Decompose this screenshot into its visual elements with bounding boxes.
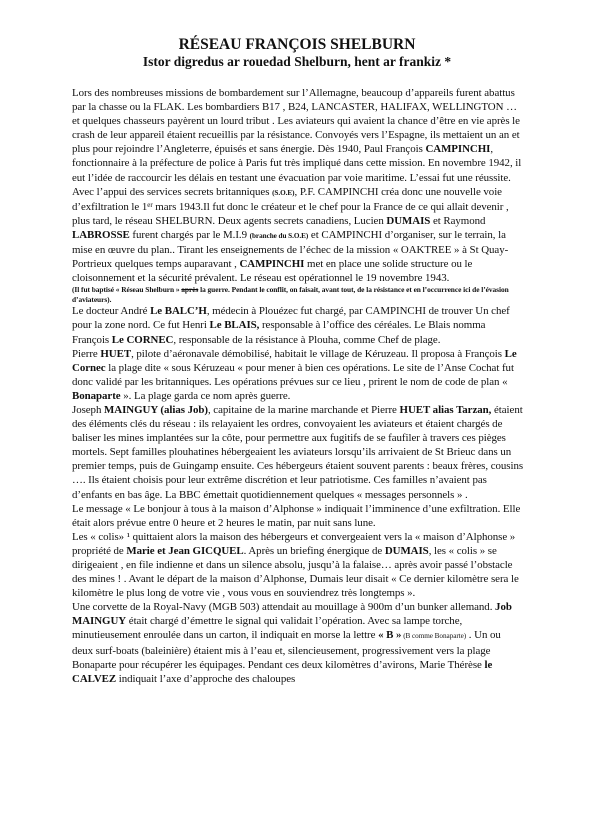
name-campinchi: CAMPINCHI <box>239 258 305 271</box>
text-run: Pierre <box>72 347 101 360</box>
text-run: met en place une solide structure ou le cloisonnement et la sécurité prévalent. Le réseau est opérationnel le 19 novembre 1943. <box>72 258 473 285</box>
text-run: , capitaine de la marine marchande et Pierre <box>207 403 400 416</box>
text-run: et CAMPINCHI d’organiser, sur le terrain, la mise en œuvre du plan.. Tirant les enseignements de l’échec de la mission « OAKTREE » à St Quay- Portrieux quelques temps auparavant , <box>72 228 509 271</box>
abbr-soe-branch: (branche du S.O.E) <box>249 231 309 240</box>
note-baptism <box>72 285 524 304</box>
name-dumais: DUMAIS <box>386 214 431 227</box>
document-subtitle: Istor digredus ar rouedad Shelburn, hent ar frankiz * <box>142 54 452 69</box>
text-run: furent chargés par le M.I.9 <box>129 228 250 241</box>
text-run: , P.F. CAMPINCHI créa donc une nouvelle voie d’exfiltration le 1 <box>72 185 502 213</box>
code-bonaparte: Bonaparte <box>72 389 121 402</box>
name-huet-tarzan: HUET alias Tarzan, <box>399 403 492 416</box>
text-run: Joseph <box>72 403 105 416</box>
name-mainguy: MAINGUY (alias Job) <box>104 403 208 416</box>
text-run: Une corvette de la Royal-Navy (MGB 503) attendait au mouillage à 900m d’un bunker allemand. <box>72 601 496 614</box>
text-run: était chargé d’émettre le signal qui validait l’opération. Avec sa lampe torche, minutieusement enroulée dans un carton, il indiquait en morse la lettre <box>72 615 463 642</box>
text-run: la guerre. Pendant le conflit, on faisait, avant tout, de la résistance et en l’occurrence ici de l’évasion d’aviateurs). <box>72 285 509 304</box>
text-run: (Il fut baptisé « Réseau Shelburn » <box>72 285 182 295</box>
name-gicquel: Marie et Jean GICQUEL <box>126 544 244 557</box>
document-body <box>72 86 524 686</box>
text-run: , responsable de la résistance à Plouha, comme Chef de plage. <box>173 333 441 346</box>
name-job-mainguy: Job MAINGUY <box>72 601 512 628</box>
name-campinchi: CAMPINCHI <box>425 143 491 156</box>
abbr-soe: (S.O.E) <box>272 188 295 197</box>
text-run: , médecin à Plouézec fut chargé, par CAMPINCHI de trouver Un chef pour la zone nord. Ce fut Henri <box>72 305 510 332</box>
name-huet: HUET <box>100 347 132 360</box>
document-title: RÉSEAU FRANÇOIS SHELBURN <box>178 36 416 53</box>
text-run: , les « colis » se dirigeaient , en file indienne et dans un silence absolu, jusqu’à la falaise… après avoir passé l’obstacle des mines ! . Avant le départ de la maison d’Alphonse, Dumais leur disait « Ce dernier kilomètre sera le kilomètre le plus long de votre vie , vous vous en souviendrez très longtemps ». <box>72 544 519 600</box>
text-run: indiquait l’axe d’approche des chaloupes <box>116 672 296 685</box>
text-run: . Un ou deux surf-boats (baleinière) étaient mis à l’eau et, silencieusement, progressivement vers la plage Bonaparte pour récupérer les équipages. Pendant ces deux kilomètres d’avirons, Marie Thérèse <box>72 629 501 671</box>
morse-letter: « B » <box>378 629 402 642</box>
paragraph-corvette <box>72 600 524 686</box>
text-run: la plage dite « sous Kéruzeau « pour mener à bien ces opérations. Le site de l’Anse Cochat fut donc validé par les britanniques. Les opérations prévues sur ce lieu , prirent le nom de code de plan « <box>72 361 514 388</box>
text-run: Le docteur André <box>72 305 151 318</box>
text-run: et Raymond <box>430 214 486 227</box>
name-le-calvez: le CALVEZ <box>72 658 493 685</box>
text-run: Lors des nombreuses missions de bombardement sur l’Allemagne, beaucoup d’appareils furent abattus par la chasse ou la FLAK. Les bombardiers B17 , B24, LANCASTER, HALIFAX, WELLINGTON … et quelques chasseurs payèrent un lourd tribut . Les aviateurs qui avaient la chance d’être en vie après le crash de leur appareil étaient recueillis par la résistance. Convoyés vers l’Espagne, ils mettaient un an et plus pour rejoindre l’Angleterre, épuisés et sans énergie. Dès 1940, Paul François <box>72 87 520 156</box>
name-dumais: DUMAIS <box>384 544 429 557</box>
name-le-cornec: Le CORNEC <box>111 333 174 346</box>
paragraph-colis <box>72 530 524 600</box>
text-run: responsable à l’office des céréales. Le Blais nomma François <box>72 319 486 346</box>
text-run: mars 1943.Il fut donc le créateur et le chef pour la France de ce qui allait devenir , plus tard, le réseau SHELBURN. Deux agents secrets canadiens, Lucien <box>72 200 509 227</box>
name-le-blais: Le BLAIS, <box>209 319 260 332</box>
paragraph-origins <box>72 86 524 285</box>
text-run: étaient des éléments clés du réseau : ils relayaient les ordres, convoyaient les aviateurs et étaient chargés de baliser les mines implantées sur la côte, pour permettre aux fugitifs de se faufiler à travers ces pièges mortels. Sept familles plouhatines hébergeaient les aviateurs lorsqu’ils arrivaient de St Brieuc dans un premier temps, puis de Guingamp ensuite. Ces hébergeurs étaient souvent parents : beaux frères, cousins …. Ils étaient choisis pour leur extrême discrétion et leur patriotisme. Ces familles n’avaient pas d’enfants en bas âge. La BBC émettait quotidiennement quelques « messages personnels » . <box>72 403 524 501</box>
text-run: , pilote d’aéronavale démobilisé, habitait le village de Kéruzeau. Il proposa à François <box>131 347 505 360</box>
aside-bonaparte: (B comme Bonaparte) <box>401 632 467 641</box>
paragraph-plage <box>72 347 524 403</box>
name-le-cornec: Le Cornec <box>72 347 517 374</box>
struck-word: après <box>181 285 199 295</box>
paragraph-message <box>72 502 524 530</box>
text-run: . Après un briefing énergique de <box>243 544 385 557</box>
text-run: Le message « Le bonjour à tous à la maison d’Alphonse » indiquait l’imminence d’une exfiltration. Elle était alors prévue entre 0 heure et 2 heures le matin, par nuit sans lune. <box>72 502 521 529</box>
paragraph-zone-nord <box>72 304 524 346</box>
paragraph-hebergeurs <box>72 403 524 502</box>
text-run: Les « colis» ¹ quittaient alors la maison des hébergeurs et convergeaient vers la « maison d’Alphonse » propriété de <box>72 530 516 557</box>
name-labrosse: LABROSSE <box>72 228 130 241</box>
text-run: , fonctionnaire à la préfecture de police à Paris fut très impliqué dans cette mission. En novembre 1942, il eut l’idée de raccourcir les délais en testant une évacuation par voie maritime. L’essai fut une réussite. Avec l’appui des services secrets britanniques <box>72 143 522 198</box>
name-le-balch: Le BALC’H <box>150 305 207 318</box>
text-run: ». La plage garda ce nom après guerre. <box>120 389 291 402</box>
ordinal-suffix: er <box>147 200 153 209</box>
